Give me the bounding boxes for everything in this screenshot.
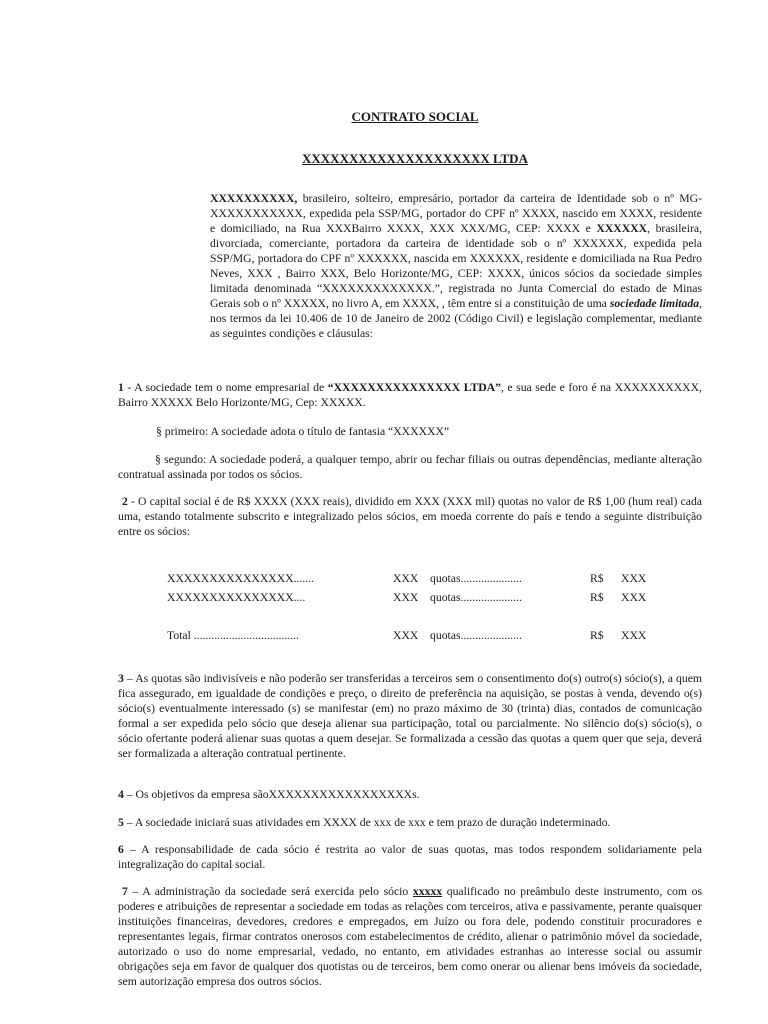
- clause-1: [118, 380, 702, 410]
- amount: XXX: [621, 591, 647, 604]
- business-name: “XXXXXXXXXXXXXXX LTDA”: [327, 381, 501, 394]
- quota-count: XXX: [393, 572, 419, 585]
- partner1-details: brasileiro, solteiro, empresário, portador da carteira de Identidade sob o nº MG-XXXXXXXXXXX, expedida pela SSP/MG, portador do CPF nº XXXX, nascido em XXXX, residente e domiciliado, na Rua XXXBairro XXXX, XXX XXX/MG, CEP: XXXX e: [210, 192, 702, 235]
- preamble-closing: , nos termos da lei 10.406 de 10 de Janeiro de 2002 (Código Civil) e legislação complementar, mediante as seguintes condições e cláusulas:: [210, 297, 703, 340]
- clause-text: - O capital social é de R$ XXXX (XXX reais), dividido em XXX (XXX mil) quotas no valor de R$ 1,00 (hum real) cada uma, estando totalmente subscrito e integralizado pelos sócios, em moeda corrente do país e tendo a seguinte distribuição entre os sócios:: [118, 495, 702, 538]
- partner2-name: XXXXXX: [596, 222, 648, 235]
- amount: XXX: [621, 629, 647, 642]
- clause-number: 7: [122, 885, 128, 898]
- quota-label: quotas.....................: [430, 572, 522, 585]
- administrator-name: xxxxx: [412, 885, 443, 898]
- quota-count: XXX: [393, 591, 419, 604]
- currency: R$: [590, 629, 604, 642]
- partner2-details: , brasileira, divorciada, comerciante, portadora da carteira de identidade sob o nº XXXXXX, expedida pela SSP/MG, portadora do CPF nº XXXXXX, nascida em XXXXXX, residente e domiciliada na Rua Pedro Neves, XXX , Bairro XXX, Belo Horizonte/MG, CEP: XXXX, únicos sócios da sociedade simples limitada denominada “XXXXXXXXXXXXX.”, registrada no Junta Comercial do estado de Minas Gerais sob o nº XXXXX, no livro A, em XXXX, , têm entre si a constituição de uma: [210, 222, 702, 310]
- clause-2: [118, 494, 702, 539]
- clause-6: [118, 842, 702, 872]
- currency: R$: [590, 572, 604, 585]
- clause-text: – Os objetivos da empresa sãoXXXXXXXXXXXXXXXXXs.: [123, 788, 420, 801]
- preamble: [210, 191, 702, 341]
- clause-number: 1: [118, 381, 124, 394]
- company-name-heading: XXXXXXXXXXXXXXXXXXXX LTDA: [302, 151, 528, 166]
- clause-text: – A administração da sociedade será exercida pelo sócio: [127, 885, 413, 898]
- company-type: sociedade limitada: [609, 297, 700, 310]
- clause-text: - A sociedade tem o nome empresarial de: [123, 381, 328, 394]
- quota-label: quotas.....................: [430, 591, 522, 604]
- quota-count: XXX: [393, 629, 419, 642]
- clause-text: , e sua sede e foro é na XXXXXXXXXX, Bairro XXXXX Belo Horizonte/MG, Cep: XXXXX.: [118, 381, 702, 409]
- quota-label: quotas.....................: [430, 629, 522, 642]
- clause-number: 5: [118, 816, 124, 829]
- clause-number: 6: [118, 843, 124, 856]
- amount: XXX: [621, 572, 647, 585]
- paragraph-segundo: § segundo: A sociedade poderá, a qualquer tempo, abrir ou fechar filiais ou outras dependências, mediante alteração contratual assinada por todos os sócios.: [118, 453, 702, 481]
- partner-name: XXXXXXXXXXXXXXX.......: [167, 572, 315, 585]
- clause-text: – As quotas são indivisíveis e não poderão ser transferidas a terceiros sem o consentimento do(s) outro(s) sócio(s), a quem fica assegurado, em igualdade de condições e preço, o direito de preferência na aquisição, se postas à venda, devendo o(s) sócio(s) eventualmente interessado (s) se manifestar (em) no prazo máximo de 30 (trinta) dias, contados de comunicação formal a ser expedida pelo sócio que deseja alienar sua participação, total ou parcialmente. No silêncio do(s) sócio(s), o sócio ofertante poderá alienar suas quotas a quem desejar. Se formalizada a cessão das quotas a quem quer que seja, deverá ser formalizada a alteração contratual pertinente.: [118, 672, 702, 760]
- clause-number: 3: [118, 672, 124, 685]
- total-label: Total ....................................: [167, 629, 299, 642]
- clause-text: – A sociedade iniciará suas atividades em XXXX de xxx de xxx e tem prazo de duração indeterminado.: [123, 816, 611, 829]
- partner1-name: XXXXXXXXXX,: [210, 192, 298, 205]
- paragraph-primeiro: § primeiro: A sociedade adota o título de fantasia “XXXXXX”: [156, 425, 450, 438]
- clause-text: – A responsabilidade de cada sócio é restrita ao valor de suas quotas, mas todos respondem solidariamente pela integralização do capital social.: [118, 843, 702, 871]
- clause-number: 4: [118, 788, 124, 801]
- clause-3: [118, 671, 702, 761]
- clause-7: [118, 884, 702, 989]
- document-title: CONTRATO SOCIAL: [351, 109, 479, 124]
- currency: R$: [590, 591, 604, 604]
- partner-name: XXXXXXXXXXXXXXX....: [167, 591, 306, 604]
- clause-number: 2: [122, 495, 128, 508]
- clause-5: [118, 815, 702, 830]
- clause-4: [118, 787, 702, 802]
- clause-text: qualificado no preâmbulo deste instrumento, com os poderes e atribuições de representar a sociedade em todas as relações com terceiros, ativa e passivamente, perante quaisquer instituições financeiras, devedores, credores e empregados, em Juízo ou fora dele, podendo constituir procuradores e representantes legais, firmar contratos onerosos com estabelecimentos de crédito, alienar o patrimônio móvel da sociedade, autorizado o uso do nome empresarial, vedado, no entanto, em atividades estranhas ao interesse social ou assumir obrigações seja em favor de qualquer dos quotistas ou de terceiros, bem como onerar ou alienar bens imóveis da sociedade, sem autorização empresa dos outros sócios.: [118, 885, 702, 988]
